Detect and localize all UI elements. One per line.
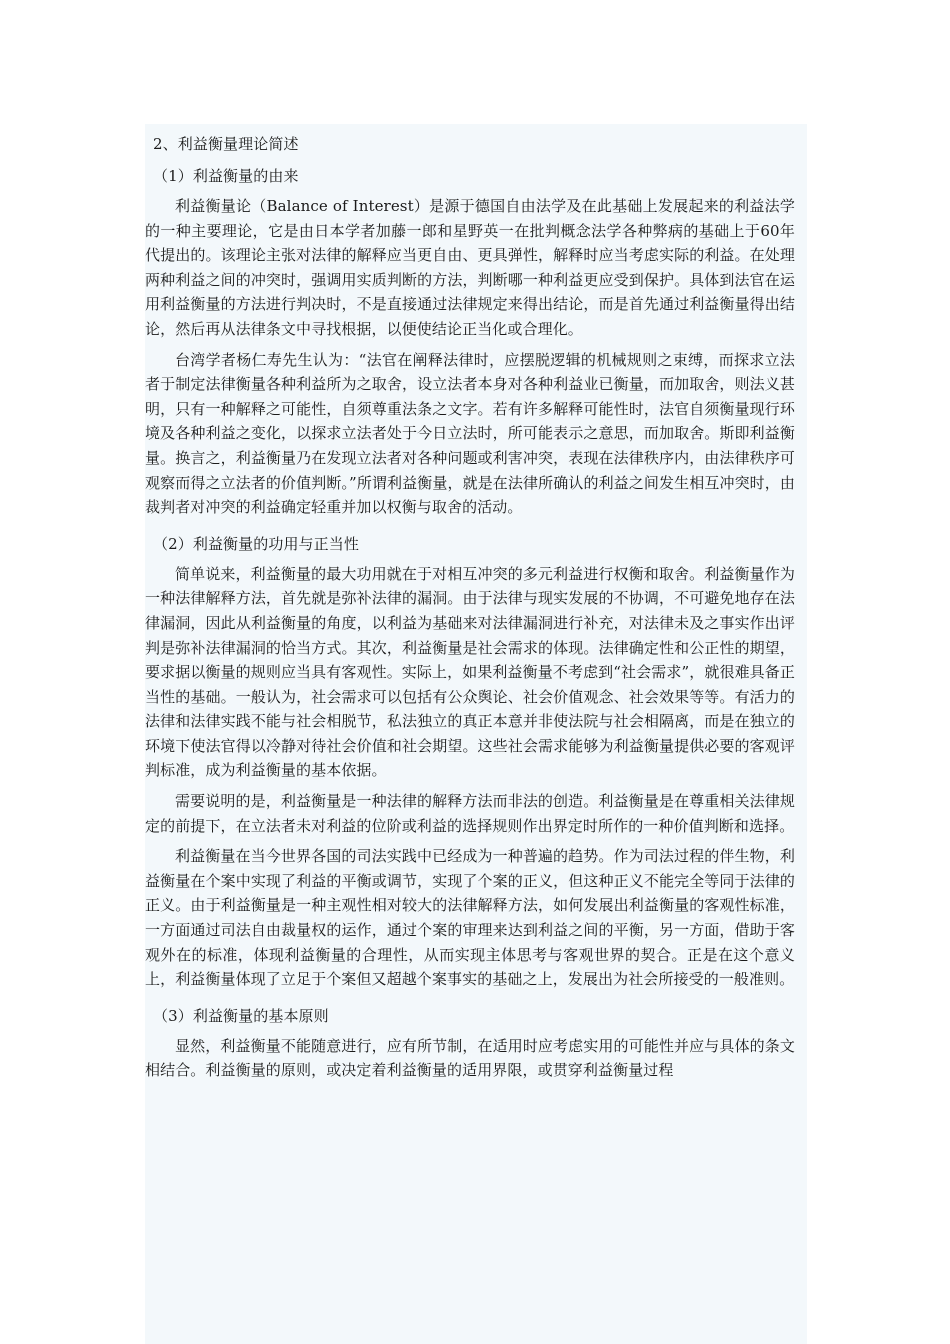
paragraph-clarification: 需要说明的是，利益衡量是一种法律的解释方法而非法的创造。利益衡量是在尊重相关法律规定的前提下，在立法者未对利益的位阶或利益的选择规则作出界定时所作的一种价值判断和选择。 (145, 792, 795, 835)
subsection-title-function: （2）利益衡量的功用与正当性 (153, 534, 359, 553)
paragraph-quote: 台湾学者杨仁寿先生认为：“法官在阐释法律时，应摆脱逻辑的机械规则之束缚，而探求立法者于制定法律衡量各种利益所为之取舍，设立法者本身对各种利益业已衡量，而加取舍，则法义甚明，只有一种解释之可能性，自须尊重法条之文字。若有许多解释可能性时，法官自须衡量现行环境及各种利益之变化，以探求立法者处于今日立法时，所可能表示之意思，而加取舍。斯即利益衡量。换言之，利益衡量乃在发现立法者对各种问题或利害冲突，表现在法律秩序内，由法律秩序可观察而得之立法者的价值判断。”所谓利益衡量，就是在法律所确认的利益之间发生相互冲突时，由裁判者对冲突的利益确定轻重并加以权衡与取舍的活动。 (145, 350, 795, 517)
paragraph-trend: 利益衡量在当今世界各国的司法实践中已经成为一种普遍的趋势。作为司法过程的伴生物，利益衡量在个案中实现了利益的平衡或调节，实现了个案的正义，但这种正义不能完全等同于法律的正义。由于利益衡量是一种主观性相对较大的法律解释方法，如何发展出利益衡量的客观性标准，一方面通过司法自由裁量权的运作，通过个案的审理来达到利益之间的平衡，另一方面，借助于客观外在的标准，体现利益衡量的合理性，从而实现主体思考与客观世界的契合。正是在这个意义上，利益衡量体现了立足于个案但又超越个案事实的基础之上，发展出为社会所接受的一般准则。 (145, 847, 795, 989)
document-body (145, 124, 807, 1344)
subsection-title-origin: （1）利益衡量的由来 (153, 167, 299, 185)
paragraph-principles: 显然，利益衡量不能随意进行，应有所节制，在适用时应考虑实用的可能性并应与具体的条文相结合。利益衡量的原则，或决定着利益衡量的适用界限，或贯穿利益衡量过程 (145, 1036, 795, 1080)
section-title: 2、利益衡量理论简述 (153, 135, 299, 153)
subsection-title-principles: （3）利益衡量的基本原则 (153, 1006, 329, 1025)
document-text (145, 124, 807, 1083)
paragraph-function: 简单说来，利益衡量的最大功用就在于对相互冲突的多元利益进行权衡和取舍。利益衡量作为一种法律解释方法，首先就是弥补法律的漏洞。由于法律与现实发展的不协调，不可避免地存在法律漏洞，因此从利益衡量的角度，以利益为基础来对法律漏洞进行补充，对法律未及之事实作出评判是弥补法律漏洞的恰当方式。其次，利益衡量是社会需求的体现。法律确定性和公正性的期望，要求据以衡量的规则应当具有客观性。实际上，如果利益衡量不考虑到“社会需求”，就很难具备正当性的基础。一般认为，社会需求可以包括有公众舆论、社会价值观念、社会效果等等。有活力的法律和法律实践不能与社会相脱节，私法独立的真正本意并非使法院与社会相隔离，而是在独立的环境下使法官得以冷静对待社会价值和社会期望。这些社会需求能够为利益衡量提供必要的客观评判标准，成为利益衡量的基本依据。 (145, 564, 795, 780)
paragraph-origin: 利益衡量论（Balance of Interest）是源于德国自由法学及在此基础上发展起来的利益法学的一种主要理论，它是由日本学者加藤一郎和星野英一在批判概念法学各种弊病的基础上于60年代提出的。该理论主张对法律的解释应当更自由、更具弹性，解释时应当考虑实际的利益。在处理两种利益之间的冲突时，强调用实质判断的方法，判断哪一种利益更应受到保护。具体到法官在运用利益衡量的方法进行判决时，不是直接通过法律规定来得出结论，而是首先通过利益衡量得出结论，然后再从法律条文中寻找根据，以便使结论正当化或合理化。 (145, 197, 795, 338)
